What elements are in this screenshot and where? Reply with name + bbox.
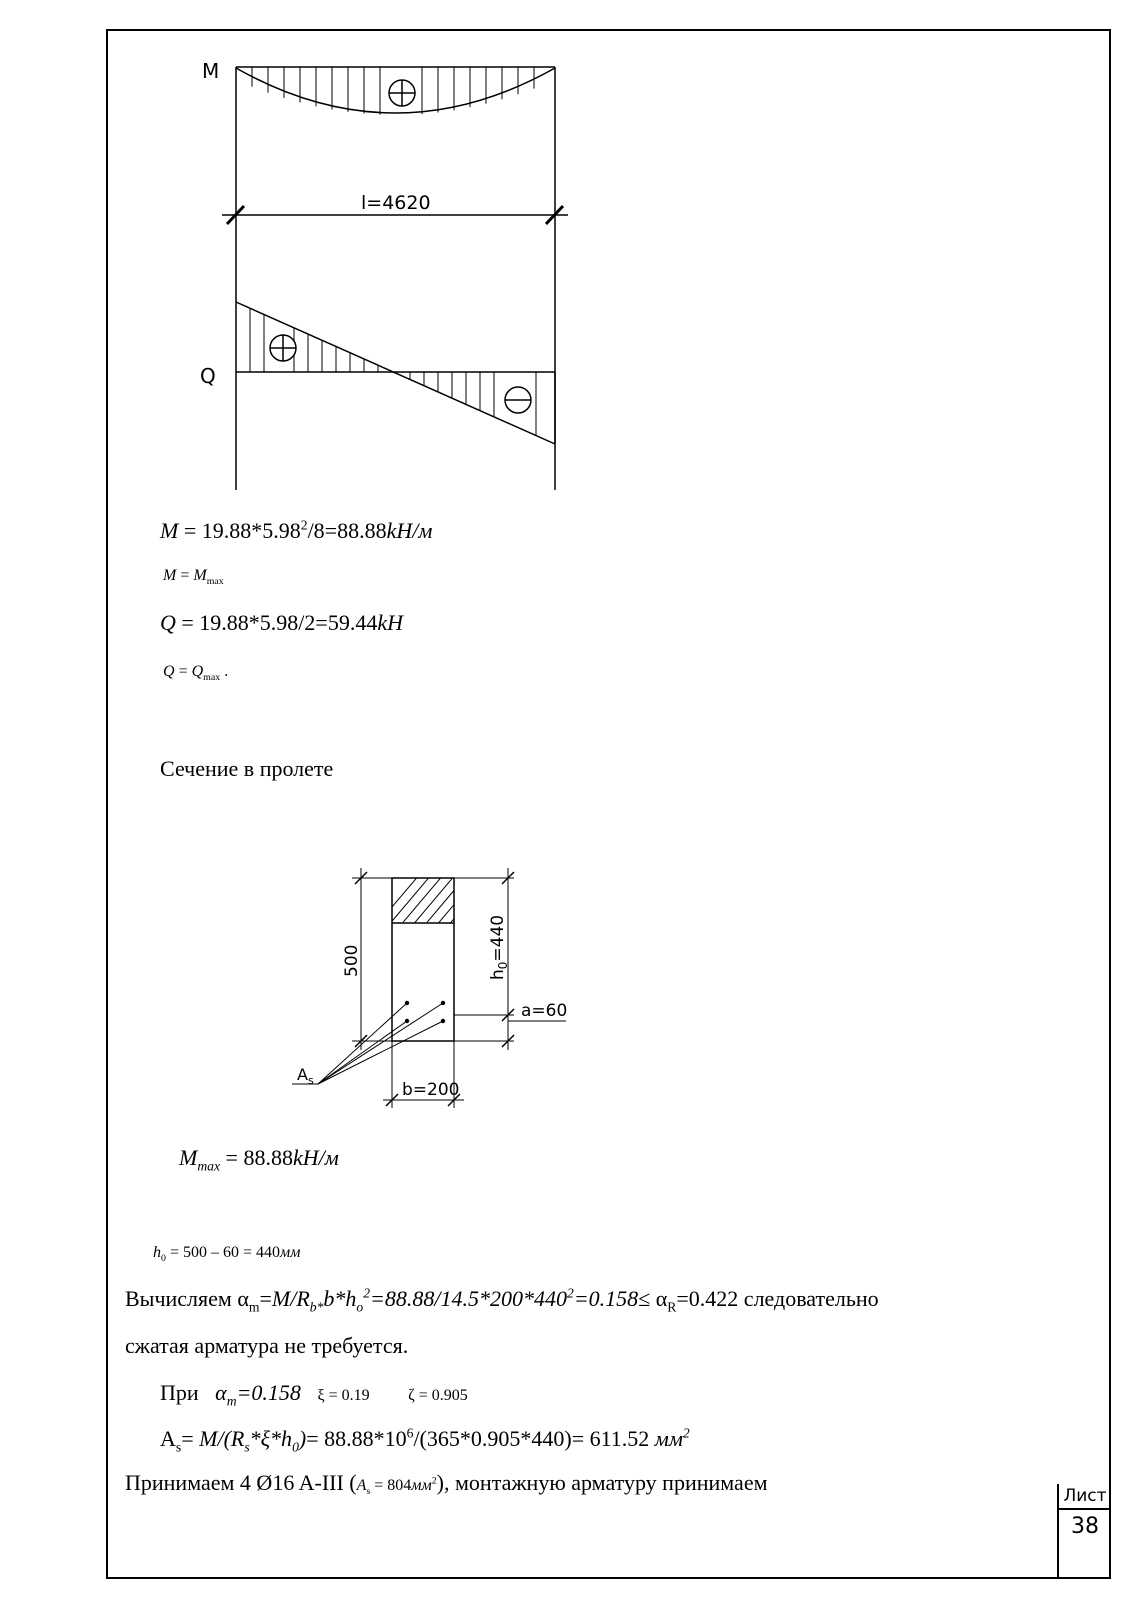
sheet-stamp [1057, 1484, 1111, 1579]
h0-formula: $h_0 = 500 - 60 = 440мм$ [153, 1244, 301, 1265]
shear-label: Q [200, 364, 216, 388]
sheet-label: Лист [1059, 1484, 1111, 1510]
shear-minus-icon [505, 387, 531, 413]
as-formula: $A_s= M/(R_s*\xi*h_0)= 88.88*10^6/(365*0.905*440)= 611.52$ $мм^2$ [160, 1425, 690, 1455]
cross-section-drawing [0, 840, 1132, 1110]
shear-max-equation: $Q = Q_{max}$ . [163, 663, 229, 684]
moment-plus-icon [389, 80, 415, 106]
coefficients-line: При $\alpha_m=0.158$ ξ = 0.19 ζ = 0.905 [160, 1380, 468, 1409]
dim-h0-label: $h_0=440$ [488, 914, 510, 980]
alpha-check: Вычисляем $\alpha_m=M/R_{b*}b*h_o^2=88.88/14.5*200*440^2=0.158\le \alpha_R=0.422$ следовательно [125, 1285, 879, 1315]
rebar-label: $A_s$ [297, 1065, 314, 1087]
dim-b-label: b=200 [402, 1080, 460, 1100]
accept-reinforcement: Принимаем 4 Ø16 A-III $(A_s = 804мм^2)$, монтажную арматуру принимаем [125, 1470, 768, 1498]
moment-formula: $M = 19.88*5.98^2/8=88.88kH/м$ [160, 517, 433, 543]
shear-formula: Q = 19.88*5.98/2=59.44kH [160, 610, 403, 635]
moment-max-equation: $M = M_{max}$ [163, 567, 224, 588]
moment-shear-diagram [0, 0, 1132, 520]
span-label: l=4620 [361, 192, 431, 214]
conclusion-text: сжатая арматура не требуется. [125, 1333, 409, 1358]
shear-plus-icon [270, 335, 296, 361]
mmax-formula: $M_{max} = 88.88kH/м$ [179, 1145, 339, 1174]
moment-label: M [202, 59, 220, 83]
sheet-number: 38 [1071, 1514, 1099, 1539]
section-heading: Сечение в пролете [160, 756, 334, 781]
dim-a-label: a=60 [521, 1001, 568, 1021]
dim-height-label: 500 [342, 944, 362, 977]
